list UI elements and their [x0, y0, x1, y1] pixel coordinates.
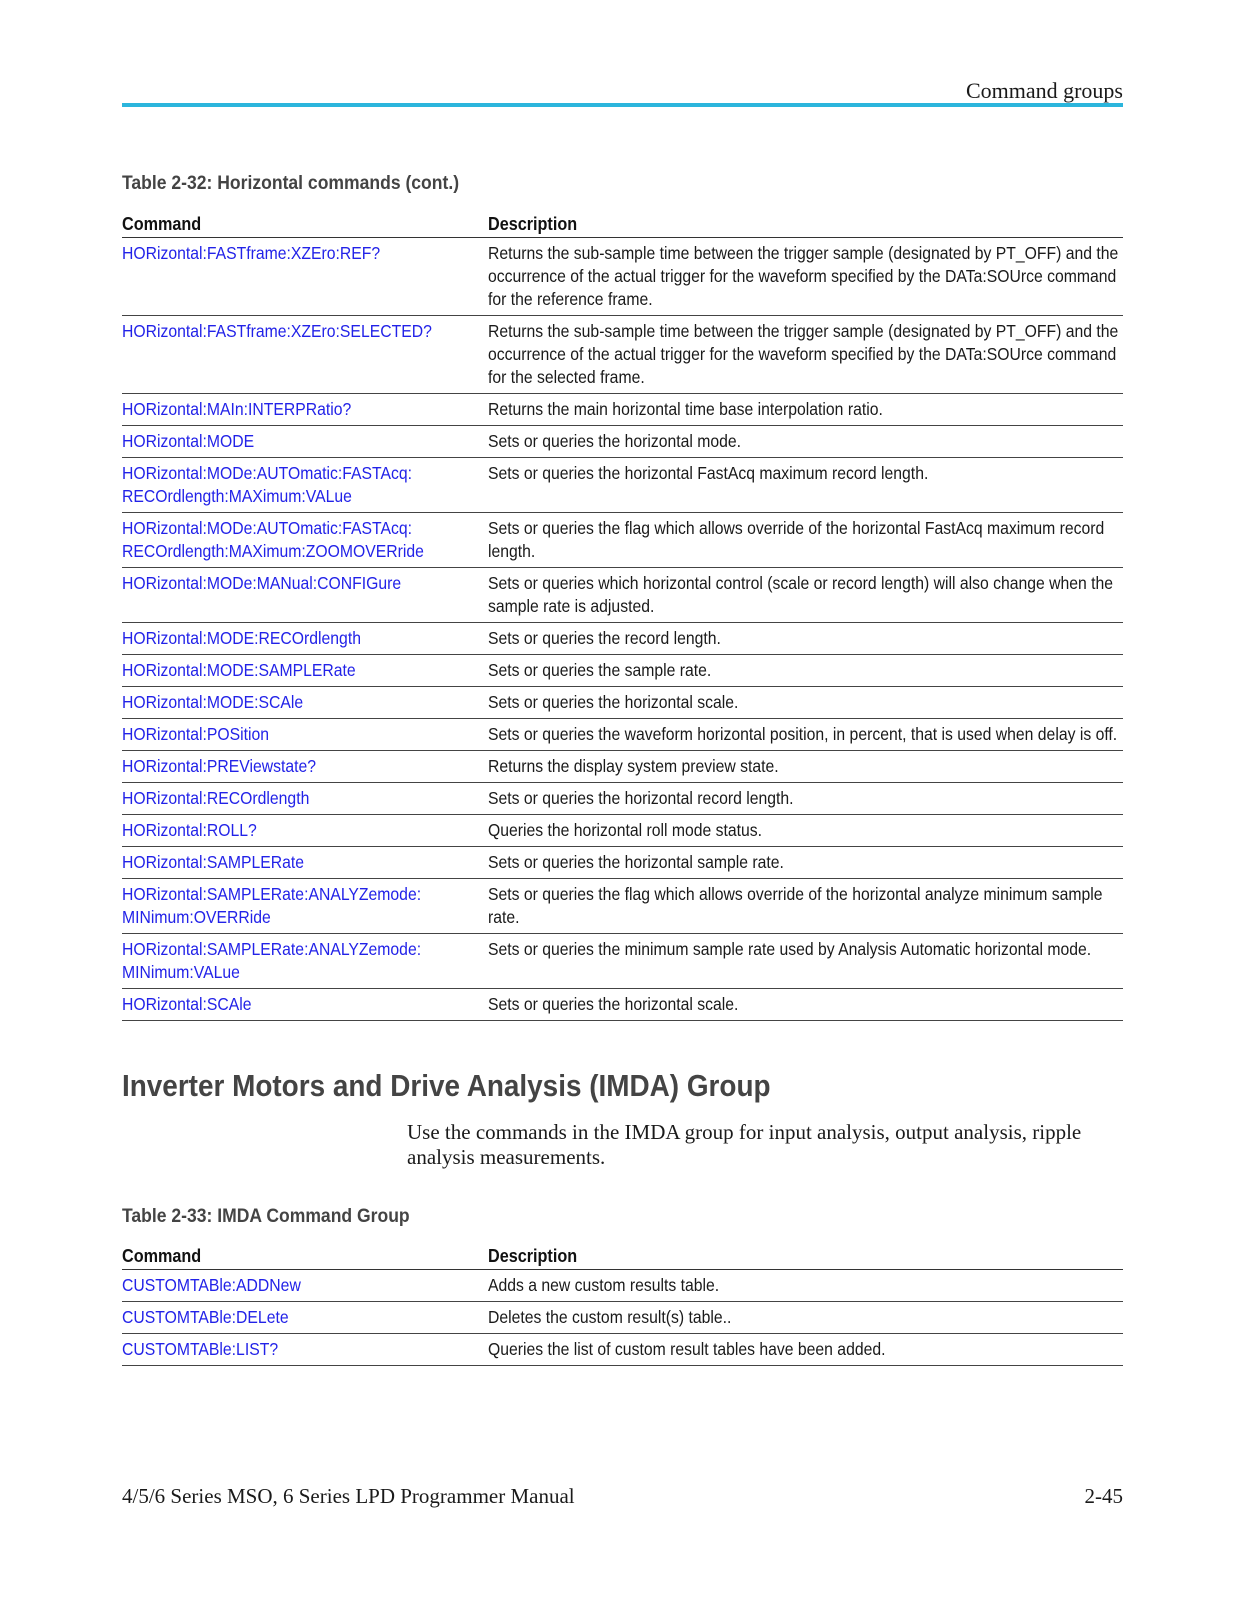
command-cell — [122, 513, 488, 568]
command-link[interactable]: HORizontal:MODe:AUTOmatic:FASTAcq: RECOrdlength:MAXimum:VALue — [122, 463, 412, 506]
command-link[interactable]: HORizontal:MAIn:INTERPRatio? — [122, 399, 352, 419]
command-cell — [122, 879, 488, 934]
description-cell — [488, 815, 1123, 847]
command-description: Sets or queries the flag which allows override of the horizontal FastAcq maximum record length. — [488, 518, 1105, 561]
command-description: Sets or queries the horizontal sample rate. — [488, 852, 784, 872]
command-cell — [122, 1270, 488, 1302]
command-link[interactable]: HORizontal:SAMPLERate:ANALYZemode: MINimum:OVERRide — [122, 884, 422, 927]
command-cell — [122, 316, 488, 394]
command-link[interactable]: HORizontal:MODE — [122, 431, 255, 451]
description-cell — [488, 655, 1123, 687]
command-cell — [122, 687, 488, 719]
description-cell — [488, 751, 1123, 783]
command-description: Queries the horizontal roll mode status. — [488, 820, 763, 840]
command-link[interactable]: HORizontal:MODE:SCAle — [122, 692, 304, 712]
table-caption: Table 2-32: Horizontal commands (cont.) — [122, 172, 460, 194]
command-cell — [122, 1334, 488, 1366]
table-row — [122, 568, 1123, 623]
command-description: Sets or queries which horizontal control (scale or record length) will also change when the sample rate is adjusted. — [488, 573, 1114, 616]
command-cell — [122, 751, 488, 783]
description-cell — [488, 394, 1123, 426]
column-header-description: Description — [488, 1242, 1123, 1270]
description-cell — [488, 687, 1123, 719]
imda-commands-table — [122, 1242, 1123, 1366]
description-cell — [488, 934, 1123, 989]
command-cell — [122, 623, 488, 655]
command-link[interactable]: CUSTOMTABle:DELete — [122, 1307, 289, 1327]
command-cell — [122, 426, 488, 458]
page-number: 2-45 — [1084, 1484, 1123, 1508]
table-row — [122, 458, 1123, 513]
header-rule — [122, 103, 1123, 107]
command-cell — [122, 394, 488, 426]
column-header-command: Command — [122, 210, 488, 238]
command-link[interactable]: HORizontal:POSition — [122, 724, 270, 744]
command-description: Sets or queries the horizontal FastAcq maximum record length. — [488, 463, 929, 483]
command-cell — [122, 815, 488, 847]
command-link[interactable]: HORizontal:PREViewstate? — [122, 756, 317, 776]
command-description: Deletes the custom result(s) table.. — [488, 1307, 732, 1327]
description-cell — [488, 783, 1123, 815]
command-cell — [122, 1302, 488, 1334]
table-row — [122, 394, 1123, 426]
table-row — [122, 623, 1123, 655]
command-description: Sets or queries the horizontal scale. — [488, 692, 739, 712]
description-cell — [488, 458, 1123, 513]
command-link[interactable]: HORizontal:SAMPLERate:ANALYZemode: MINimum:VALue — [122, 939, 422, 982]
table-row — [122, 751, 1123, 783]
table-row — [122, 783, 1123, 815]
command-cell — [122, 847, 488, 879]
table-row — [122, 238, 1123, 316]
table-row — [122, 934, 1123, 989]
description-cell — [488, 568, 1123, 623]
footer-manual-title: 4/5/6 Series MSO, 6 Series LPD Programmer Manual — [122, 1484, 575, 1508]
description-cell — [488, 1334, 1123, 1366]
command-cell — [122, 934, 488, 989]
column-header-description: Description — [488, 210, 1123, 238]
command-link[interactable]: HORizontal:MODE:RECOrdlength — [122, 628, 361, 648]
table-row — [122, 655, 1123, 687]
table-row — [122, 1334, 1123, 1366]
column-header-command: Command — [122, 1242, 488, 1270]
description-cell — [488, 623, 1123, 655]
table-row — [122, 316, 1123, 394]
command-cell — [122, 568, 488, 623]
description-cell — [488, 316, 1123, 394]
command-description: Sets or queries the horizontal mode. — [488, 431, 742, 451]
command-link[interactable]: HORizontal:SCAle — [122, 994, 252, 1014]
command-description: Adds a new custom results table. — [488, 1275, 720, 1295]
description-cell — [488, 238, 1123, 316]
table-row — [122, 1270, 1123, 1302]
command-description: Returns the sub-sample time between the trigger sample (designated by PT_OFF) and the occurrence of the actual trigger for the waveform specified by the DATa:SOUrce command for the reference frame. — [488, 243, 1119, 309]
table-row — [122, 687, 1123, 719]
command-link[interactable]: HORizontal:ROLL? — [122, 820, 257, 840]
command-cell — [122, 783, 488, 815]
command-link[interactable]: CUSTOMTABle:LIST? — [122, 1339, 279, 1359]
command-description: Returns the main horizontal time base interpolation ratio. — [488, 399, 883, 419]
description-cell — [488, 719, 1123, 751]
table-row — [122, 1302, 1123, 1334]
command-link[interactable]: HORizontal:MODe:MANual:CONFIGure — [122, 573, 402, 593]
description-cell — [488, 426, 1123, 458]
command-link[interactable]: CUSTOMTABle:ADDNew — [122, 1275, 301, 1295]
command-cell — [122, 458, 488, 513]
table-caption: Table 2-33: IMDA Command Group — [122, 1205, 410, 1227]
description-cell — [488, 879, 1123, 934]
command-cell — [122, 655, 488, 687]
running-header: Command groups — [965, 78, 1123, 103]
description-cell — [488, 847, 1123, 879]
horizontal-commands-table — [122, 210, 1123, 1021]
command-link[interactable]: HORizontal:SAMPLERate — [122, 852, 305, 872]
command-description: Returns the sub-sample time between the trigger sample (designated by PT_OFF) and the occurrence of the actual trigger for the waveform specified by the DATa:SOUrce command for the selected frame. — [488, 321, 1119, 387]
description-cell — [488, 989, 1123, 1021]
table-row — [122, 847, 1123, 879]
command-description: Sets or queries the record length. — [488, 628, 721, 648]
section-title: Inverter Motors and Drive Analysis (IMDA) Group — [122, 1068, 771, 1103]
command-description: Sets or queries the waveform horizontal position, in percent, that is used when delay is off. — [488, 724, 1118, 744]
table-row — [122, 989, 1123, 1021]
command-description: Sets or queries the flag which allows override of the horizontal analyze minimum sample rate. — [488, 884, 1103, 927]
table-row — [122, 513, 1123, 568]
table-row — [122, 815, 1123, 847]
table-row — [122, 719, 1123, 751]
command-cell — [122, 719, 488, 751]
command-link[interactable]: HORizontal:FASTframe:XZEro:REF? — [122, 243, 381, 263]
command-link[interactable]: HORizontal:RECOrdlength — [122, 788, 310, 808]
command-description: Sets or queries the horizontal record length. — [488, 788, 794, 808]
command-link[interactable]: HORizontal:MODe:AUTOmatic:FASTAcq: RECOrdlength:MAXimum:ZOOMOVERride — [122, 518, 424, 561]
section-intro: Use the commands in the IMDA group for input analysis, output analysis, ripple analysis measurements. — [407, 1120, 1082, 1169]
table-row — [122, 426, 1123, 458]
description-cell — [488, 1270, 1123, 1302]
command-description: Queries the list of custom result tables have been added. — [488, 1339, 886, 1359]
table-row — [122, 879, 1123, 934]
command-description: Returns the display system preview state. — [488, 756, 779, 776]
command-cell — [122, 989, 488, 1021]
command-description: Sets or queries the horizontal scale. — [488, 994, 739, 1014]
command-cell — [122, 238, 488, 316]
command-description: Sets or queries the minimum sample rate used by Analysis Automatic horizontal mode. — [488, 939, 1092, 959]
description-cell — [488, 513, 1123, 568]
description-cell — [488, 1302, 1123, 1334]
command-link[interactable]: HORizontal:MODE:SAMPLERate — [122, 660, 356, 680]
command-link[interactable]: HORizontal:FASTframe:XZEro:SELECTED? — [122, 321, 432, 341]
command-description: Sets or queries the sample rate. — [488, 660, 712, 680]
